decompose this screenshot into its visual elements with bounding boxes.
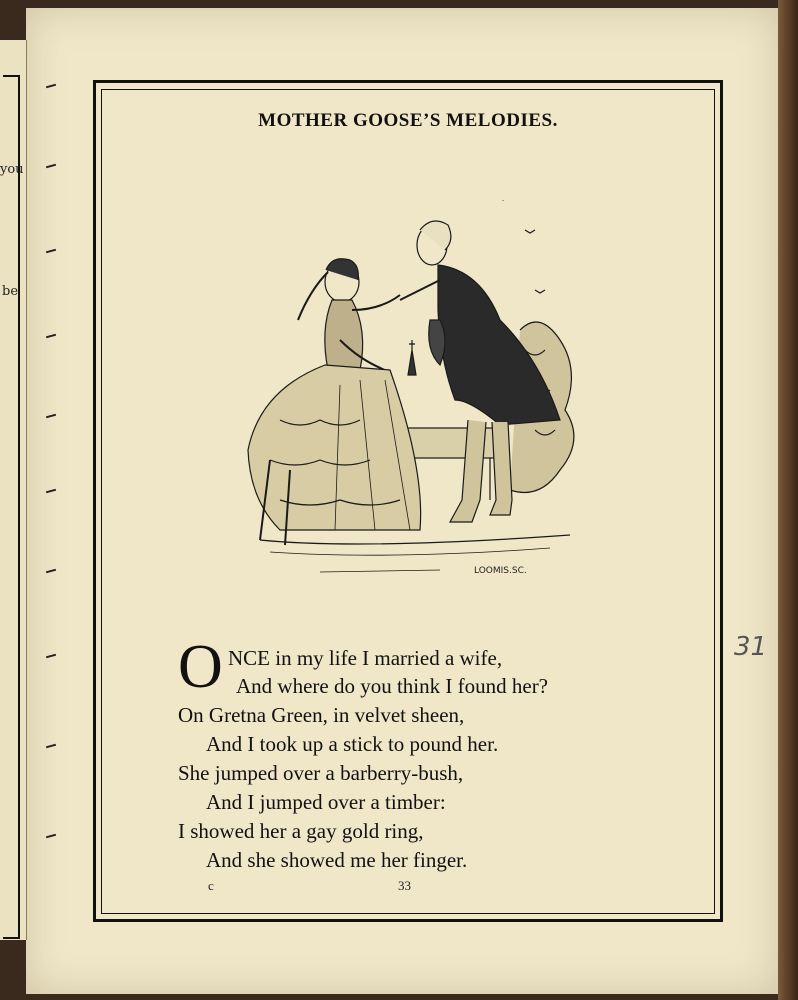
engraving-illustration xyxy=(240,200,585,590)
previous-page-edge xyxy=(0,40,27,940)
poem-line: And I took up a stick to pound her. xyxy=(206,732,499,756)
engraver-credit: LOOMIS.SC. xyxy=(474,566,527,576)
drop-cap: O xyxy=(178,633,223,701)
poem-line: And I jumped over a timber: xyxy=(206,790,446,814)
poem-line: And she showed me her finger. xyxy=(206,848,468,872)
poem-line: I showed her a gay gold ring, xyxy=(178,819,424,843)
poem-line: NCE in my life I married a wife, xyxy=(228,646,503,670)
signature-mark: c xyxy=(208,878,214,893)
running-head: MOTHER GOOSE’S MELODIES. xyxy=(258,110,558,131)
book-spine-edge xyxy=(778,0,798,1000)
page-number: 33 xyxy=(398,878,411,893)
poem-line: She jumped over a barberry-bush, xyxy=(178,761,464,785)
previous-page-rule xyxy=(3,75,20,939)
poem-line: And where do you think I found her? xyxy=(236,674,549,698)
poem-line: On Gretna Green, in velvet sheen, xyxy=(178,703,465,727)
previous-page-word: be xyxy=(2,284,19,299)
handwritten-margin-note: 31 xyxy=(734,632,768,662)
previous-page-word: you xyxy=(0,162,24,177)
